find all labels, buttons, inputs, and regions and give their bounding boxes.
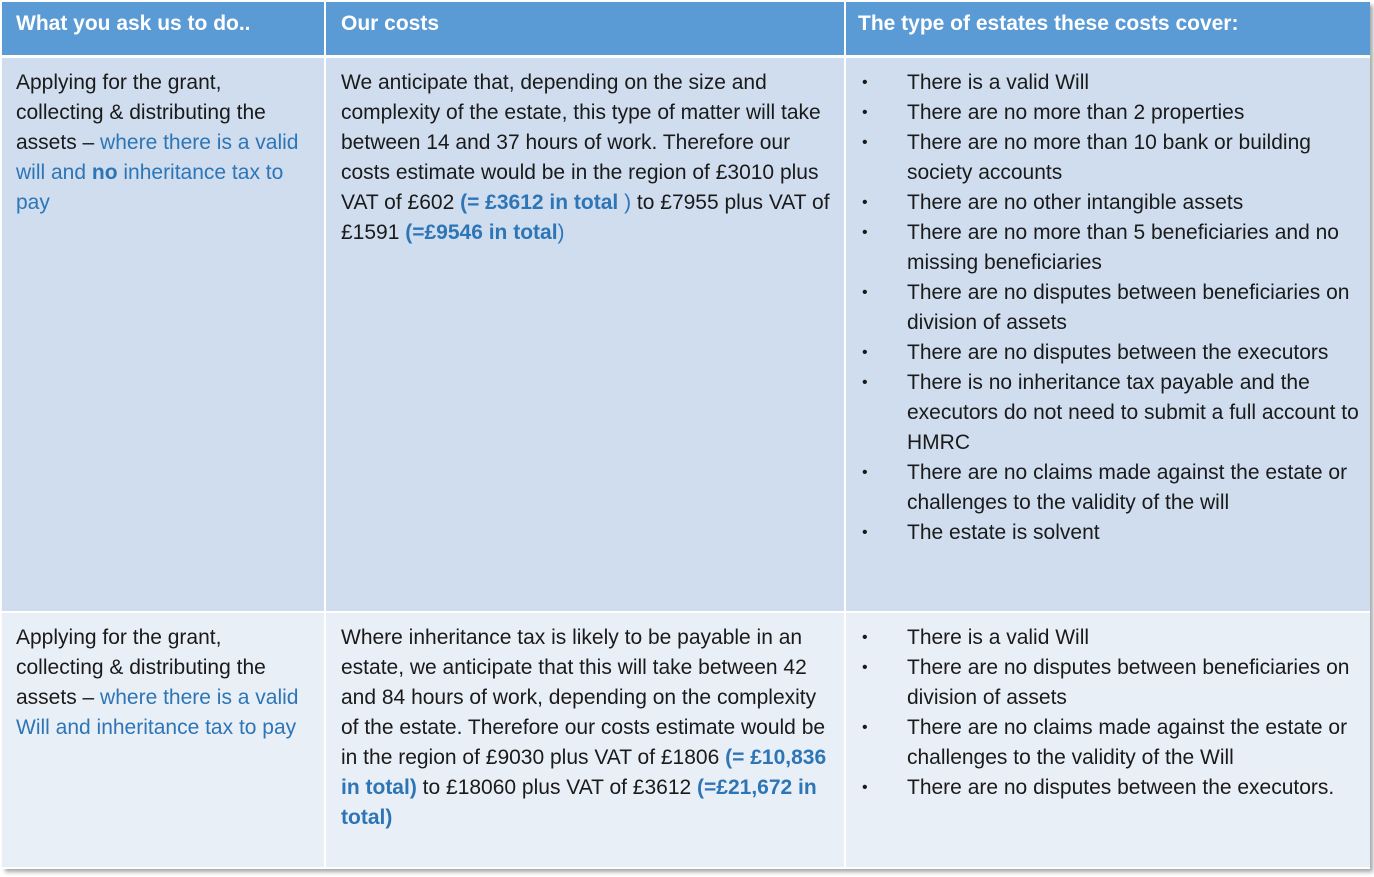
costs-total-high: (=£9546 in total	[405, 221, 558, 244]
costs-total-low-close: )	[618, 191, 632, 214]
costs-cell	[326, 613, 846, 869]
costs-text: to £7955 plus VAT of £1591	[341, 191, 830, 244]
header-our-costs: Our costs	[326, 2, 846, 58]
list-item: • There is a valid Will	[858, 623, 1362, 653]
task-lead-text: Applying for the grant, collecting & distributing the assets –	[16, 71, 266, 154]
table-row	[2, 58, 1370, 613]
costs-text: Where inheritance tax is likely to be payable in an estate, we anticipate that this will take between 42 and 84 hours of work, depending on the complexity of the estate. Therefore our costs estimate would be in the region of £9030 plus VAT of £1806	[341, 626, 826, 769]
task-highlight: where there is a valid will and	[16, 131, 299, 184]
list-item: • There are no disputes between the executors	[858, 338, 1362, 368]
covers-list	[858, 68, 1362, 548]
table-row	[2, 613, 1370, 869]
task-highlight-bold: no	[91, 161, 118, 184]
task-lead-text: Applying for the grant, collecting & distributing the assets –	[16, 626, 266, 709]
costs-total-high: (=£21,672 in total)	[341, 776, 817, 829]
header-what-you-ask: What you ask us to do..	[2, 2, 326, 58]
list-item: • There are no disputes between beneficiaries on division of assets	[858, 653, 1362, 713]
covers-cell	[846, 58, 1370, 613]
task-cell	[2, 58, 326, 613]
list-item: • There is no inheritance tax payable and the executors do not need to submit a full account to HMRC	[858, 368, 1362, 458]
costs-total-low: (= £3612 in total	[460, 191, 619, 214]
list-item: • There are no claims made against the estate or challenges to the validity of the Will	[858, 713, 1362, 773]
costs-text: We anticipate that, depending on the size and complexity of the estate, this type of matter will take between 14 and 37 hours of work. Therefore our costs estimate would be in the region of £3010 plus VAT of £602	[341, 71, 821, 214]
costs-text: to £18060 plus VAT of £3612	[416, 776, 698, 799]
list-item: • There is a valid Will	[858, 68, 1362, 98]
costs-total-low: (= £10,836 in total)	[341, 746, 827, 799]
list-item: • The estate is solvent	[858, 518, 1362, 548]
list-item: • There are no other intangible assets	[858, 188, 1362, 218]
costs-total-high-close: )	[557, 221, 565, 244]
costs-table	[2, 2, 1370, 869]
task-cell	[2, 613, 326, 869]
covers-list	[858, 623, 1362, 803]
list-item: • There are no more than 5 beneficiaries and no missing beneficiaries	[858, 218, 1362, 278]
list-item: • There are no disputes between beneficiaries on division of assets	[858, 278, 1362, 338]
task-highlight: where there is a valid Will and inheritance tax to pay	[16, 686, 299, 739]
list-item: • There are no disputes between the executors.	[858, 773, 1362, 803]
table-header-row	[2, 2, 1370, 58]
list-item: • There are no claims made against the estate or challenges to the validity of the will	[858, 458, 1362, 518]
covers-cell	[846, 613, 1370, 869]
costs-cell	[326, 58, 846, 613]
task-highlight: inheritance tax to pay	[16, 161, 284, 214]
list-item: • There are no more than 10 bank or building society accounts	[858, 128, 1362, 188]
list-item: • There are no more than 2 properties	[858, 98, 1362, 128]
header-estate-types: The type of estates these costs cover:	[846, 2, 1370, 58]
